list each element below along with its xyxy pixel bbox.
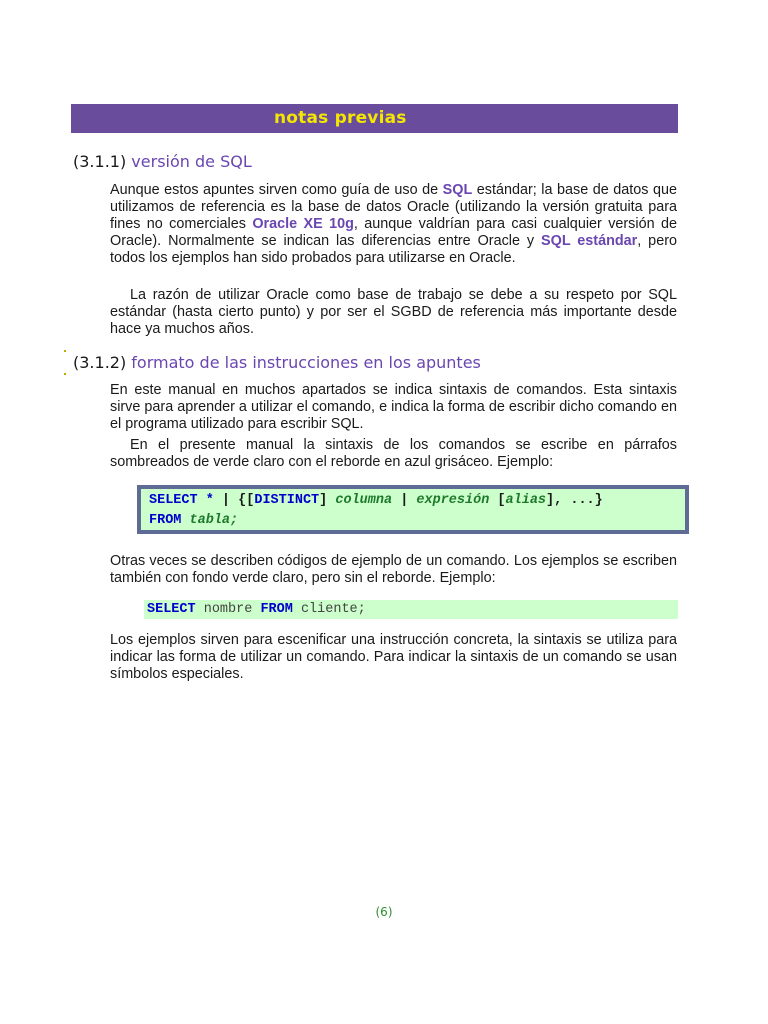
keyword-distinct: DISTINCT: [254, 493, 320, 508]
symbol-star: *: [205, 493, 214, 508]
syntax-code-box: [137, 485, 689, 534]
paragraph-syntax-format: [110, 437, 677, 471]
highlight-oracle-xe: Oracle XE 10g: [252, 216, 354, 232]
paragraph-sql-version: [110, 182, 677, 267]
heading-title: formato de las instrucciones en los apuntes: [131, 353, 481, 372]
variable-tabla: tabla;: [189, 513, 239, 528]
symbol: |: [392, 493, 417, 508]
keyword-from: FROM: [149, 513, 182, 528]
text-run: , pero todos los ejemplos han sido probados para utilizarse en Oracle.: [110, 233, 677, 266]
keyword-select: SELECT: [147, 602, 196, 617]
section-heading-3-1-2: [73, 353, 481, 372]
paragraph-syntax-intro: [110, 382, 677, 433]
heading-number: (3.1.1): [73, 152, 127, 171]
highlight-sql-estandar: SQL estándar: [541, 233, 638, 249]
margin-mark: [64, 373, 66, 375]
text-run: , aunque valdrían para casi cualquier versión de Oracle). Normalmente se indican las diferencias entre Oracle y: [110, 216, 677, 249]
paragraph-examples-purpose: [110, 632, 677, 683]
highlight-sql: SQL: [442, 182, 473, 198]
keyword-from: FROM: [260, 602, 293, 617]
syntax-line-2: [149, 511, 677, 531]
paragraph-oracle-reason: [110, 287, 677, 338]
page-number: (6): [375, 905, 393, 919]
syntax-line-1: [149, 491, 677, 511]
banner-title: notas previas: [274, 108, 407, 128]
symbol: ]: [319, 493, 328, 508]
symbol: ], ...}: [546, 493, 603, 508]
variable-expresion: expresión: [416, 493, 490, 508]
symbol: | {[: [213, 493, 255, 508]
text-run: estándar; la base de datos que utilizamos de referencia es la base de datos Oracle (utilizando la versión gratuita para fines no comerciales: [110, 182, 677, 232]
text-run: Otras veces se describen códigos de ejemplo de un comando. Los ejemplos se escriben también con fondo verde claro, pero sin el reborde. Ejemplo:: [110, 553, 677, 586]
heading-title: versión de SQL: [131, 152, 252, 171]
text-run: En el presente manual la sintaxis de los comandos se escribe en párrafos sombreados de verde claro con el reborde en azul grisáceo. Ejemplo:: [110, 437, 677, 470]
margin-mark: [64, 350, 66, 352]
keyword-select: SELECT: [149, 493, 198, 508]
section-heading-3-1-1: [73, 152, 252, 171]
identifier-cliente: cliente;: [300, 602, 366, 617]
heading-number: (3.1.2): [73, 353, 127, 372]
example-code-box: [144, 600, 678, 619]
identifier-nombre: nombre: [203, 602, 253, 617]
paragraph-example-intro: [110, 553, 677, 587]
text-run: Aunque estos apuntes sirven como guía de uso de: [110, 182, 443, 198]
variable-alias: alias: [505, 493, 547, 508]
text-run: La razón de utilizar Oracle como base de trabajo se debe a su respeto por SQL estándar (hasta cierto punto) y por ser el SGBD de referencia más importante desde hace ya muchos años.: [110, 287, 677, 337]
text-run: En este manual en muchos apartados se indica sintaxis de comandos. Esta sintaxis sirve para aprender a utilizar el comando, e indica la forma de escribir dicho comando en el programa utilizado para escribir SQL.: [110, 382, 677, 432]
symbol: [: [489, 493, 506, 508]
text-run: Los ejemplos sirven para escenificar una instrucción concreta, la sintaxis se utiliza para indicar las forma de utilizar un comando. Para indicar la sintaxis de un comando se usan símbolos especiales.: [110, 632, 677, 682]
section-banner: [71, 104, 678, 133]
variable-columna: columna: [335, 493, 393, 508]
